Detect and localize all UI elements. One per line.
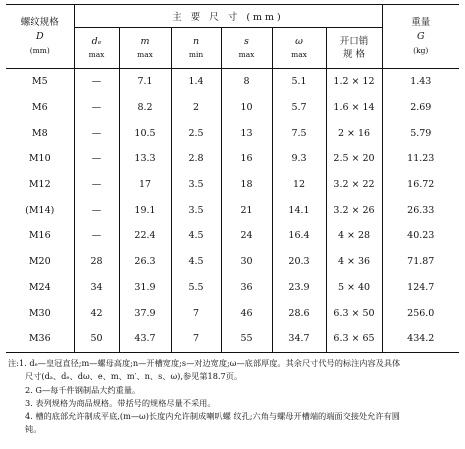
cell-m: 43.7 bbox=[119, 326, 171, 352]
cell-spec: M10 bbox=[6, 146, 74, 172]
cell-n: 7 bbox=[171, 300, 221, 326]
cell-s: 13 bbox=[221, 120, 272, 146]
col-header-pin: 开口销 规 格 bbox=[326, 28, 382, 69]
cell-pin: 1.2 × 12 bbox=[333, 76, 375, 88]
cell-w: 7.5 bbox=[272, 120, 326, 146]
cell-w: 9.3 bbox=[272, 146, 326, 172]
cell-de: — bbox=[74, 120, 119, 146]
cell-s: 55 bbox=[221, 326, 272, 352]
weight-title: 重量 bbox=[411, 16, 431, 28]
cell-spec: (M14) bbox=[6, 197, 74, 223]
cell-s: 8 bbox=[221, 69, 272, 95]
cell-w: 12 bbox=[272, 172, 326, 198]
cell-de: — bbox=[74, 95, 119, 121]
table-row bbox=[6, 120, 459, 146]
cell-m: 19.1 bbox=[119, 197, 171, 223]
cell-de: 28 bbox=[74, 249, 119, 275]
cell-n: 2.8 bbox=[171, 146, 221, 172]
cell-m: 17 bbox=[119, 172, 171, 198]
cell-w: 34.7 bbox=[272, 326, 326, 352]
table-row bbox=[6, 146, 459, 172]
cell-de: — bbox=[74, 197, 119, 223]
cell-n: 5.5 bbox=[171, 275, 221, 301]
cell-g: 5.79 bbox=[382, 120, 459, 146]
cell-g: 11.23 bbox=[382, 146, 459, 172]
table-body bbox=[6, 69, 459, 353]
weight-symbol: G bbox=[416, 30, 425, 42]
cell-w: 16.4 bbox=[272, 223, 326, 249]
cell-m: 31.9 bbox=[119, 275, 171, 301]
cell-s: 18 bbox=[221, 172, 272, 198]
cell-pin: 2.5 × 20 bbox=[333, 153, 375, 165]
col-header-n: n min bbox=[171, 28, 221, 69]
cell-w: 14.1 bbox=[272, 197, 326, 223]
spec-unit: (mm) bbox=[29, 45, 50, 55]
cell-g: 256.0 bbox=[382, 300, 459, 326]
note-line: 2. G—每千件钢制品大约重量。 bbox=[25, 384, 141, 395]
table-row bbox=[6, 95, 459, 121]
table-row bbox=[6, 275, 459, 301]
cell-spec: M24 bbox=[6, 275, 74, 301]
cell-pin: 4 × 36 bbox=[337, 256, 371, 268]
note-line: 钝。 bbox=[25, 424, 42, 435]
cell-m: 10.5 bbox=[119, 120, 171, 146]
cell-spec: M5 bbox=[6, 69, 74, 95]
cell-de: — bbox=[74, 146, 119, 172]
cell-pin: 3.2 × 22 bbox=[333, 179, 375, 191]
cell-g: 16.72 bbox=[382, 172, 459, 198]
col-header-m: m max bbox=[119, 28, 171, 69]
cell-s: 30 bbox=[221, 249, 272, 275]
table-row bbox=[6, 326, 459, 352]
spec-title: 螺纹规格 bbox=[20, 16, 59, 28]
cell-de: — bbox=[74, 172, 119, 198]
cell-w: 28.6 bbox=[272, 300, 326, 326]
note-line: 注:1. dₑ—皇冠直径;m—螺母高度;n—开槽宽度;s—对边宽度;ω—底部厚度。其余尺寸代号的标注内容及具体 bbox=[8, 358, 401, 368]
cell-de: — bbox=[74, 69, 119, 95]
weight-unit: (kg) bbox=[413, 45, 429, 55]
cell-s: 24 bbox=[221, 223, 272, 249]
cell-g: 434.2 bbox=[382, 326, 459, 352]
table-row bbox=[6, 172, 459, 198]
note-line: 4. 槽的底部允许制成平底,(m—ω)长度内允许制成喇叭螺 纹孔;六角与螺母开槽端的端面交接处允许有圆 bbox=[25, 411, 400, 422]
cell-n: 7 bbox=[171, 326, 221, 352]
cell-g: 71.87 bbox=[382, 249, 459, 275]
table-row bbox=[6, 197, 459, 223]
cell-w: 23.9 bbox=[272, 275, 326, 301]
cell-pin: 2 × 16 bbox=[337, 127, 371, 139]
cell-m: 22.4 bbox=[119, 223, 171, 249]
cell-n: 4.5 bbox=[171, 249, 221, 275]
cell-m: 8.2 bbox=[119, 95, 171, 121]
notes bbox=[8, 357, 460, 437]
cell-g: 2.69 bbox=[382, 95, 459, 121]
group-header: 主 要 尺 寸 (mm) bbox=[74, 5, 382, 28]
note-line: 尺寸(dₐ、dₑ、dω、e、m、m′、n、s、ω),参见第18.7页。 bbox=[25, 371, 243, 382]
cell-s: 21 bbox=[221, 197, 272, 223]
weight-header bbox=[382, 5, 459, 69]
cell-m: 37.9 bbox=[119, 300, 171, 326]
cell-n: 3.5 bbox=[171, 172, 221, 198]
table-row bbox=[6, 249, 459, 275]
cell-s: 16 bbox=[221, 146, 272, 172]
table-row bbox=[6, 223, 459, 249]
col-header-s: s max bbox=[221, 28, 272, 69]
cell-s: 10 bbox=[221, 95, 272, 121]
cell-s: 46 bbox=[221, 300, 272, 326]
cell-w: 5.7 bbox=[272, 95, 326, 121]
cell-m: 13.3 bbox=[119, 146, 171, 172]
cell-n: 1.4 bbox=[171, 69, 221, 95]
col-header-w: ω max bbox=[272, 28, 326, 69]
cell-g: 40.23 bbox=[382, 223, 459, 249]
cell-spec: M12 bbox=[6, 172, 74, 198]
cell-pin: 6.3 × 50 bbox=[333, 307, 375, 319]
cell-pin: 6.3 × 65 bbox=[326, 326, 382, 352]
cell-g: 26.33 bbox=[382, 197, 459, 223]
cell-spec: M16 bbox=[6, 223, 74, 249]
cell-spec: M8 bbox=[6, 120, 74, 146]
cell-m: 26.3 bbox=[119, 249, 171, 275]
note-line: 3. 表列规格为商品规格。带括号的规格尽量不采用。 bbox=[25, 397, 216, 408]
cell-g: 124.7 bbox=[382, 275, 459, 301]
cell-n: 2.5 bbox=[171, 120, 221, 146]
cell-g: 1.43 bbox=[382, 69, 459, 95]
cell-n: 3.5 bbox=[171, 197, 221, 223]
cell-s: 36 bbox=[221, 275, 272, 301]
cell-de: 34 bbox=[74, 275, 119, 301]
cell-pin: 1.6 × 14 bbox=[333, 102, 375, 114]
cell-de: 50 bbox=[74, 326, 119, 352]
cell-spec: M30 bbox=[6, 300, 74, 326]
cell-pin: 5 × 40 bbox=[337, 281, 371, 293]
table-row bbox=[6, 300, 459, 326]
col-header-de: dₑ max bbox=[74, 28, 119, 69]
dimension-table bbox=[6, 4, 459, 353]
spec-symbol: D bbox=[35, 30, 44, 42]
cell-de: — bbox=[74, 223, 119, 249]
spec-header bbox=[6, 5, 74, 69]
cell-spec: M20 bbox=[6, 249, 74, 275]
cell-spec: M6 bbox=[6, 95, 74, 121]
table-row bbox=[6, 69, 459, 95]
cell-n: 2 bbox=[171, 95, 221, 121]
cell-spec: M36 bbox=[6, 326, 74, 352]
cell-de: 42 bbox=[74, 300, 119, 326]
cell-w: 5.1 bbox=[272, 69, 326, 95]
cell-pin: 3.2 × 26 bbox=[333, 204, 375, 216]
cell-pin: 4 × 28 bbox=[337, 230, 371, 242]
cell-n: 4.5 bbox=[171, 223, 221, 249]
cell-w: 20.3 bbox=[272, 249, 326, 275]
cell-m: 7.1 bbox=[119, 69, 171, 95]
